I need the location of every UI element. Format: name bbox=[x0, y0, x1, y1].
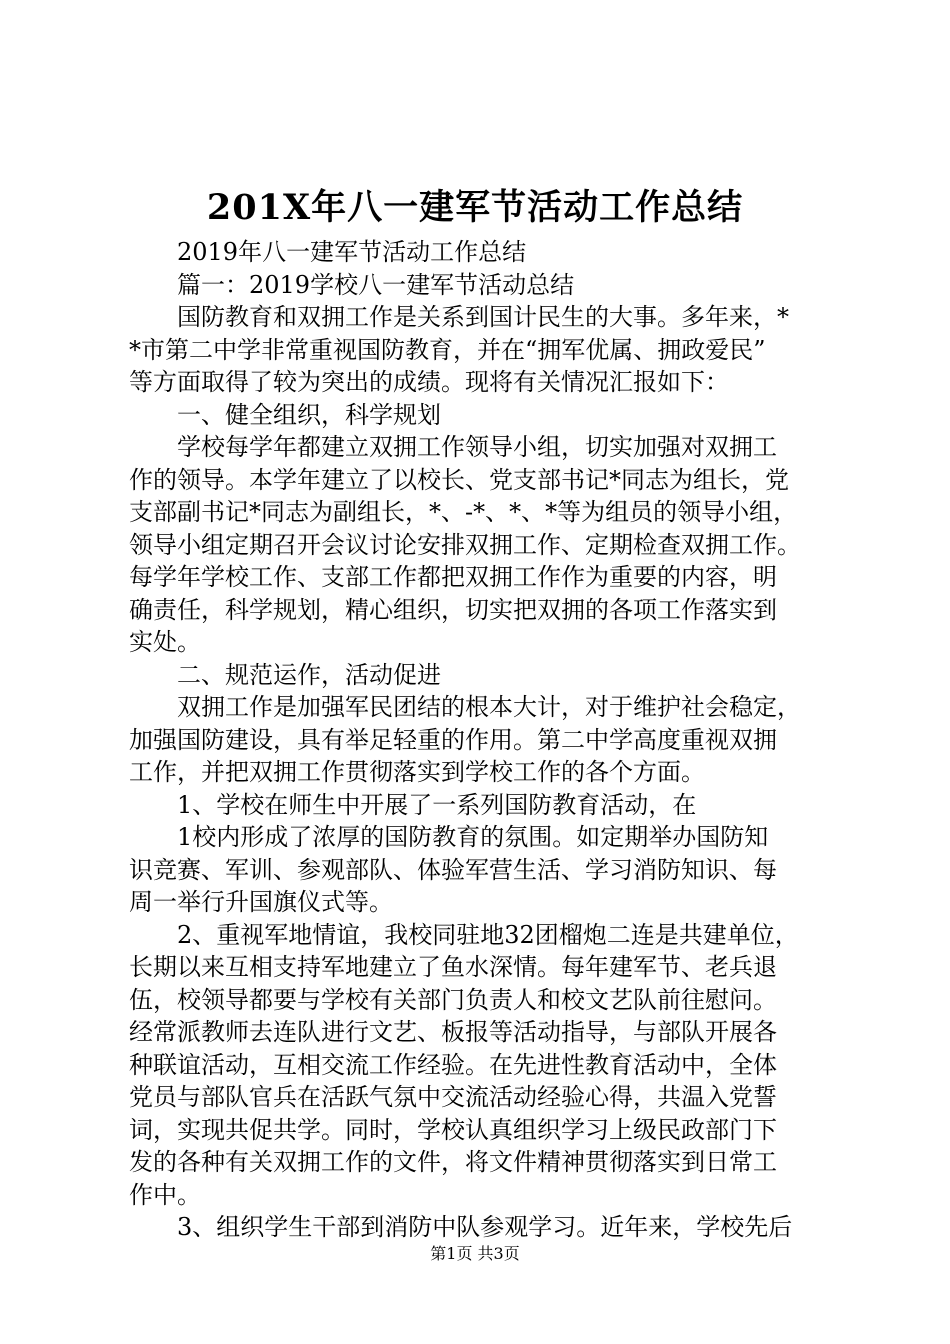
body-line: 每学年学校工作、支部工作都把双拥工作作为重要的内容，明 bbox=[129, 563, 777, 591]
body-line: 作中。 bbox=[129, 1180, 201, 1209]
body-line: 作的领导。本学年建立了以校长、党支部书记*同志为组长，党 bbox=[129, 465, 789, 494]
body-line: 确责任，科学规划，精心组织，切实把双拥的各项工作落实到 bbox=[129, 595, 777, 624]
body-line: 1校内形成了浓厚的国防教育的氛围。如定期举办国防知 bbox=[129, 823, 769, 851]
body-line: 篇一：2019学校八一建军节活动总结 bbox=[129, 270, 575, 299]
page-footer: 第1页 共3页 bbox=[430, 1244, 520, 1263]
body-line: 二、规范运作，活动促进 bbox=[129, 660, 441, 689]
body-line: 实处。 bbox=[129, 628, 201, 656]
body-line: 1、学校在师生中开展了一系列国防教育活动，在 bbox=[129, 790, 697, 819]
body-line: 发的各种有关双拥工作的文件，将文件精神贯彻落实到日常工 bbox=[129, 1148, 777, 1176]
body-line: 一、健全组织，科学规划 bbox=[129, 400, 441, 429]
document-body bbox=[129, 236, 835, 1244]
body-line: 伍，校领导都要与学校有关部门负责人和校文艺队前往慰问。 bbox=[129, 985, 777, 1014]
body-line: 2、重视军地情谊，我校同驻地32团榴炮二连是共建单位， bbox=[129, 920, 799, 949]
body-line: 国防教育和双拥工作是关系到国计民生的大事。多年来，* bbox=[129, 303, 789, 331]
body-line: 种联谊活动，互相交流工作经验。在先进性教育活动中，全体 bbox=[129, 1050, 777, 1079]
body-line: 周一举行升国旗仪式等。 bbox=[129, 888, 393, 916]
body-line: 党员与部队官兵在活跃气氛中交流活动经验心得，共温入党誓 bbox=[129, 1083, 777, 1111]
body-line: 加强国防建设，具有举足轻重的作用。第二中学高度重视双拥 bbox=[129, 725, 777, 754]
body-line: 双拥工作是加强军民团结的根本大计，对于维护社会稳定， bbox=[129, 693, 801, 721]
body-line: 工作，并把双拥工作贯彻落实到学校工作的各个方面。 bbox=[129, 758, 705, 786]
body-line: 2019年八一建军节活动工作总结 bbox=[129, 238, 527, 266]
body-line: 识竞赛、军训、参观部队、体验军营生活、学习消防知识、每 bbox=[129, 855, 777, 884]
body-line: 经常派教师去连队进行文艺、板报等活动指导，与部队开展各 bbox=[129, 1018, 777, 1046]
body-line: 3、组织学生干部到消防中队参观学习。近年来，学校先后 bbox=[129, 1213, 793, 1241]
body-line: 等方面取得了较为突出的成绩。现将有关情况汇报如下： bbox=[129, 368, 729, 396]
body-line: 支部副书记*同志为副组长，*、-*、*、*等为组员的领导小组， bbox=[129, 498, 798, 526]
body-line: *市第二中学非常重视国防教育，并在“拥军优属、拥政爱民” bbox=[129, 335, 766, 364]
body-line: 领导小组定期召开会议讨论安排双拥工作、定期检查双拥工作。 bbox=[129, 530, 801, 559]
body-line: 长期以来互相支持军地建立了鱼水深情。每年建军节、老兵退 bbox=[129, 953, 777, 981]
body-line: 词，实现共促共学。同时，学校认真组织学习上级民政部门下 bbox=[129, 1115, 777, 1144]
body-line: 学校每学年都建立双拥工作领导小组，切实加强对双拥工 bbox=[129, 433, 777, 461]
document-title: 201X年八一建军节活动工作总结 bbox=[206, 187, 744, 228]
